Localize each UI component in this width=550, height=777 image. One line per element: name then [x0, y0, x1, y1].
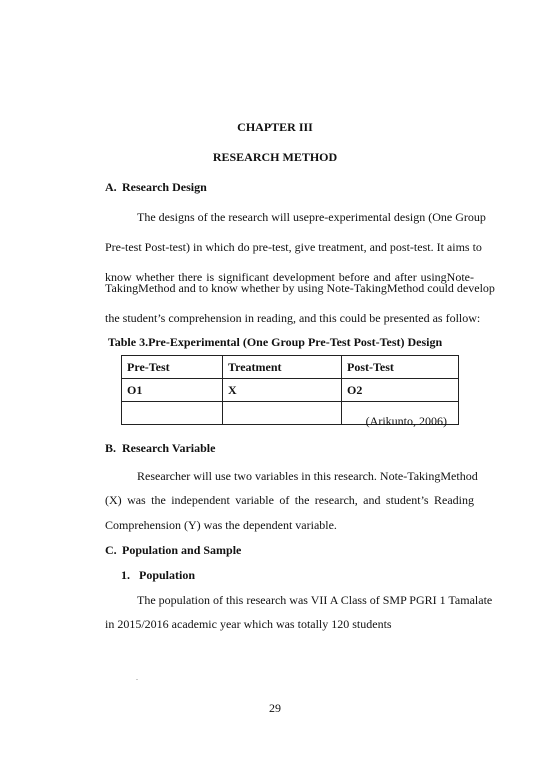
- section-a-line: know whether there is significant development before and after usingNote-: [105, 270, 474, 284]
- page-number: 29: [269, 701, 281, 715]
- section-b-line: Researcher will use two variables in this research. Note-TakingMethod: [137, 469, 478, 483]
- section-c-title: Population and Sample: [122, 543, 242, 557]
- table-cell: O1: [122, 379, 223, 402]
- section-a-line: TakingMethod and to know whether by using Note-TakingMethod could develop: [105, 281, 495, 295]
- table-empty-cell: [122, 402, 223, 425]
- table-cell: O2: [342, 379, 459, 402]
- table-empty-cell: [223, 402, 342, 425]
- section-a-line: The designs of the research will usepre-experimental design (One Group: [137, 210, 486, 224]
- subsection-title: Population: [139, 568, 196, 582]
- section-a-line: Pre-test Post-test) in which do pre-test, give treatment, and post-test. It aims to: [105, 240, 482, 254]
- chapter-label: CHAPTER III: [237, 120, 313, 134]
- table-header-cell: Treatment: [223, 356, 342, 379]
- table-cell: X: [223, 379, 342, 402]
- subsection-population-heading: [121, 568, 195, 583]
- section-b-letter: B.: [105, 441, 117, 455]
- chapter-title: RESEARCH METHOD: [212, 150, 338, 164]
- table-header-cell: Pre-Test: [122, 356, 223, 379]
- table-row: [122, 379, 459, 402]
- section-c-heading: [105, 543, 241, 558]
- section-b-line: Comprehension (Y) was the dependent variable.: [105, 518, 337, 532]
- section-c-line: in 2015/2016 academic year which was totally 120 students: [105, 617, 392, 631]
- section-c-line: The population of this research was VII A Class of SMP PGRI 1 Tamalate: [137, 593, 493, 607]
- section-b-title: Research Variable: [122, 441, 216, 455]
- table-header-row: [122, 356, 459, 379]
- stray-dot: .: [136, 673, 138, 682]
- section-b-line: (X) was the independent variable of the research, and student’s Reading: [105, 493, 474, 507]
- section-a-heading: [105, 180, 207, 195]
- section-b-heading: [105, 441, 215, 456]
- section-a-title: Research Design: [122, 180, 207, 194]
- section-a-letter: A.: [105, 180, 117, 194]
- subsection-number: 1.: [121, 568, 130, 582]
- table-header-cell: Post-Test: [342, 356, 459, 379]
- section-a-line: the student’s comprehension in reading, and this could be presented as follow:: [105, 311, 481, 325]
- table-source: (Arikunto, 2006): [365, 414, 447, 428]
- section-c-letter: C.: [105, 543, 117, 557]
- table-caption: Table 3.Pre-Experimental (One Group Pre-Test Post-Test) Design: [107, 335, 443, 349]
